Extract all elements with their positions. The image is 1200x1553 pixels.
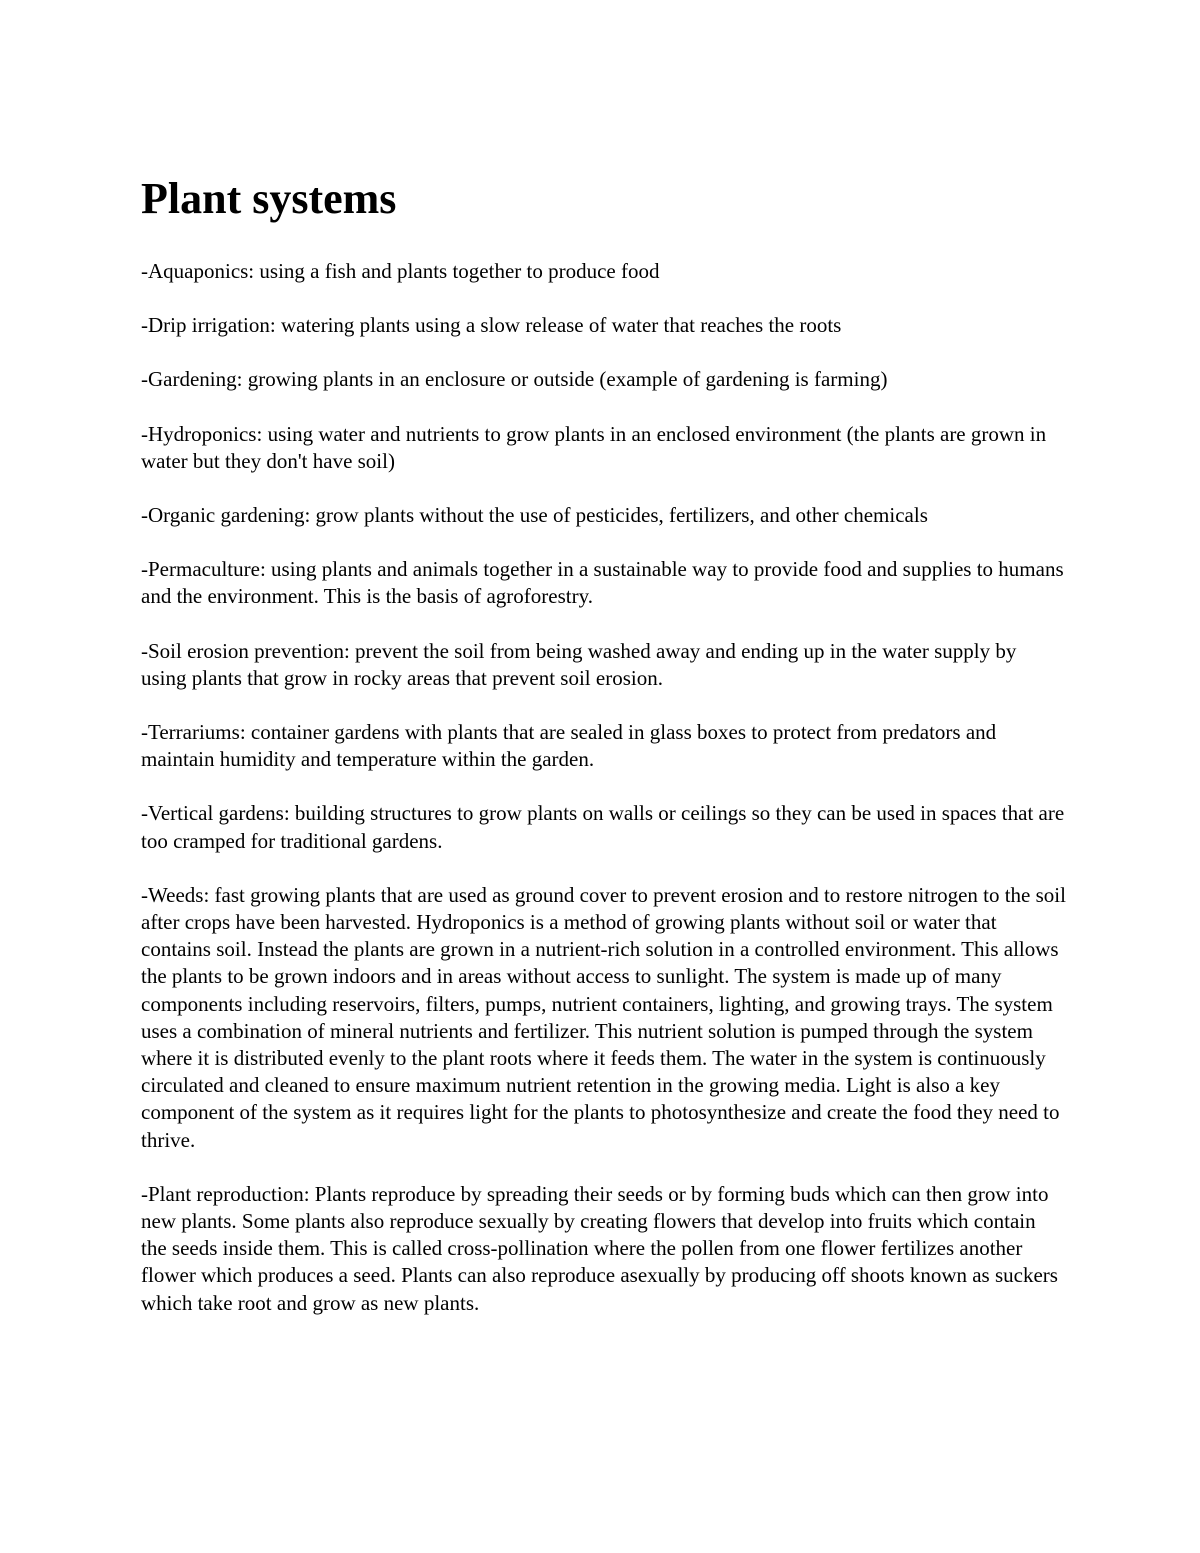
document-title: Plant systems <box>141 174 397 223</box>
entry-hydroponics: -Hydroponics: using water and nutrients to grow plants in an enclosed environment (the plants are grown in water but they don't have soil) <box>141 421 1047 473</box>
entry-gardening: -Gardening: growing plants in an enclosure or outside (example of gardening is farming) <box>141 367 888 392</box>
document-page <box>141 168 1066 1344</box>
entry-terrariums: -Terrariums: container gardens with plants that are sealed in glass boxes to protect from predators and maintain humidity and temperature within the garden. <box>141 720 997 772</box>
entry-organic-gardening: -Organic gardening: grow plants without the use of pesticides, fertilizers, and other chemicals <box>141 503 928 528</box>
entry-permaculture: -Permaculture: using plants and animals together in a sustainable way to provide food and supplies to humans and the environment. This is the basis of agroforestry. <box>141 557 1064 609</box>
entry-aquaponics: -Aquaponics: using a fish and plants together to produce food <box>141 259 660 283</box>
entry-weeds: -Weeds: fast growing plants that are used as ground cover to prevent erosion and to restore nitrogen to the soil after crops have been harvested. Hydroponics is a method of growing plants without soil or water that contains soil. Instead the plants are grown in a nutrient-rich solution in a controlled environment. This allows the plants to be grown indoors and in areas without access to sunlight. The system is made up of many components including reservoirs, filters, pumps, nutrient containers, lighting, and growing trays. The system uses a combination of mineral nutrients and fertilizer. This nutrient solution is pumped through the system where it is distributed evenly to the plant roots where it feeds them. The water in the system is continuously circulated and cleaned to ensure maximum nutrient retention in the growing media. Light is also a key component of the system as it requires light for the plants to photosynthesize and create the food they need to thrive. <box>141 882 1066 1152</box>
entry-vertical-gardens: -Vertical gardens: building structures to grow plants on walls or ceilings so they can be used in spaces that are too cramped for traditional gardens. <box>141 801 1065 853</box>
entry-drip-irrigation: -Drip irrigation: watering plants using a slow release of water that reaches the roots <box>141 313 842 338</box>
entry-soil-erosion-prevention: -Soil erosion prevention: prevent the soil from being washed away and ending up in the water supply by using plants that grow in rocky areas that prevent soil erosion. <box>141 638 1017 690</box>
entry-plant-reproduction: -Plant reproduction: Plants reproduce by spreading their seeds or by forming buds which can then grow into new plants. Some plants also reproduce sexually by creating flowers that develop into fruits which contain the seeds inside them. This is called cross-pollination where the pollen from one flower fertilizes another flower which produces a seed. Plants can also reproduce asexually by producing off shoots known as suckers which take root and grow as new plants. <box>141 1181 1058 1315</box>
